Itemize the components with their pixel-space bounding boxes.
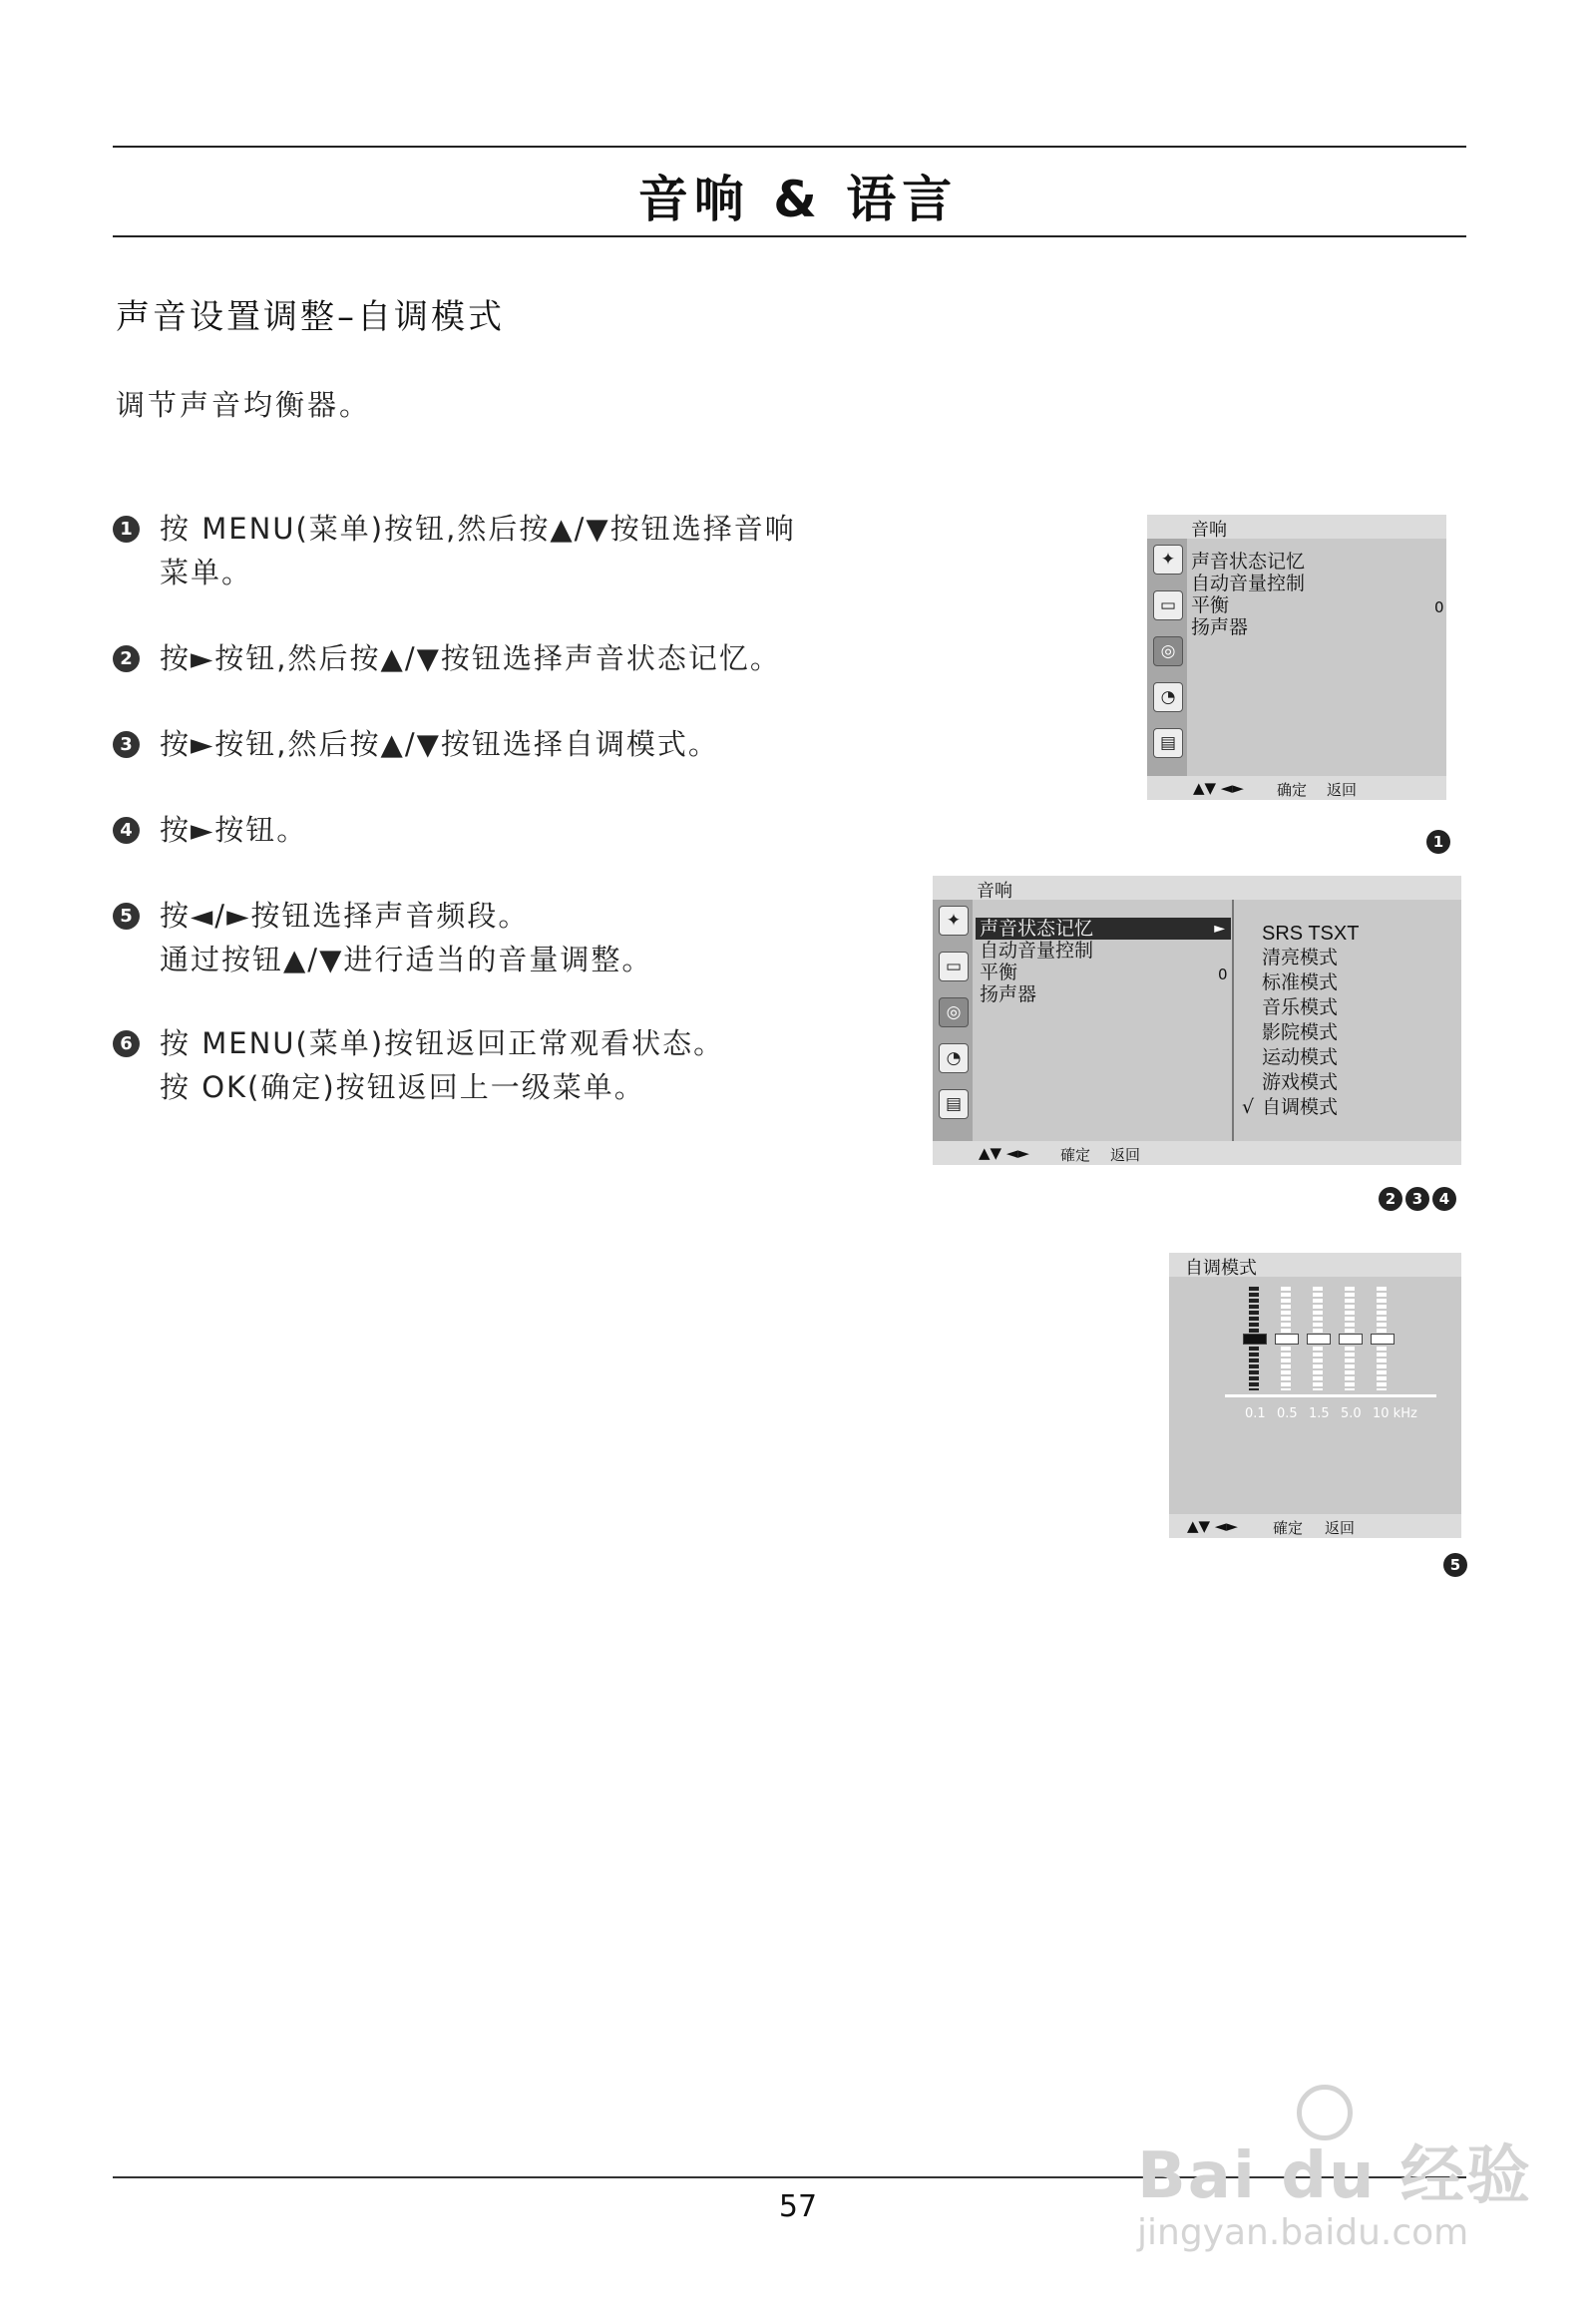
figure-badge: 2 bbox=[1379, 1187, 1402, 1211]
osd-sound-mode-menu bbox=[933, 876, 1461, 1165]
osd-sidebar bbox=[1147, 539, 1187, 776]
ok-label: 确定 bbox=[1277, 781, 1308, 799]
step-number: 2 bbox=[113, 645, 140, 672]
eq-slider-knob[interactable] bbox=[1339, 1334, 1363, 1345]
step-number: 6 bbox=[113, 1030, 140, 1057]
step-text: 按 MENU(菜单)按钮,然后按▲/▼按钮选择音响 bbox=[160, 512, 796, 546]
step-number: 4 bbox=[113, 817, 140, 844]
submenu-item: 清亮模式 bbox=[1262, 947, 1339, 968]
step-text: 按►按钮。 bbox=[160, 813, 308, 847]
time-icon: ◔ bbox=[1153, 682, 1183, 712]
back-label: 返回 bbox=[1327, 781, 1358, 799]
osd-title: 自调模式 bbox=[1185, 1258, 1257, 1279]
eq-band-label: 10 kHz bbox=[1373, 1406, 1417, 1421]
title-rule bbox=[113, 235, 1466, 237]
picture-icon: ▭ bbox=[939, 952, 969, 981]
submenu-panel bbox=[1232, 900, 1234, 1141]
step-number: 1 bbox=[113, 516, 140, 543]
eq-band-label: 5.0 bbox=[1341, 1406, 1362, 1421]
step-2 bbox=[113, 636, 931, 680]
figure-badge: 4 bbox=[1432, 1187, 1456, 1211]
step-text: 菜单。 bbox=[160, 556, 253, 589]
option-icon: ▤ bbox=[939, 1089, 969, 1119]
watermark-url: jingyan.baidu.com bbox=[1137, 2212, 1469, 2253]
back-label: 返回 bbox=[1325, 1519, 1356, 1537]
submenu-item: 音乐模式 bbox=[1262, 996, 1339, 1018]
nav-arrows: ▲▼ ◄► bbox=[1193, 779, 1244, 797]
option-icon: ▤ bbox=[1153, 728, 1183, 758]
submenu-item-checked: 自调模式 bbox=[1262, 1096, 1339, 1118]
osd-menu-item-label: 声音状态记忆 bbox=[980, 918, 1094, 940]
page-title: 音响 & 语言 bbox=[637, 171, 959, 228]
osd-menu-item: 平衡 bbox=[1191, 594, 1230, 616]
back-label: 返回 bbox=[1110, 1146, 1141, 1164]
section-heading: 声音设置调整–自调模式 bbox=[116, 297, 505, 337]
eq-slider-knob[interactable] bbox=[1275, 1334, 1299, 1345]
page-number: 57 bbox=[778, 2189, 818, 2224]
eq-slider-knob[interactable] bbox=[1371, 1334, 1395, 1345]
sound-icon: ◎ bbox=[939, 997, 969, 1027]
chevron-right-icon: ► bbox=[1214, 921, 1225, 937]
step-1 bbox=[113, 507, 931, 594]
osd-menu-item: 自动音量控制 bbox=[1191, 573, 1306, 594]
step-5 bbox=[113, 894, 931, 981]
osd-menu-item: 扬声器 bbox=[980, 983, 1037, 1005]
osd-equalizer bbox=[1169, 1253, 1461, 1538]
step-number: 3 bbox=[113, 731, 140, 758]
equalizer-area bbox=[1169, 1277, 1461, 1514]
setup-icon: ✦ bbox=[1153, 545, 1183, 575]
check-icon: √ bbox=[1242, 1096, 1255, 1118]
eq-slider-knob[interactable] bbox=[1243, 1334, 1267, 1345]
osd-title: 音响 bbox=[1191, 520, 1227, 541]
intro-text: 调节声音均衡器。 bbox=[116, 388, 372, 422]
step-text: 通过按钮▲/▼进行适当的音量调整。 bbox=[160, 943, 653, 976]
submenu-item: 游戏模式 bbox=[1262, 1071, 1339, 1093]
figure-badge: 5 bbox=[1443, 1553, 1467, 1577]
step-6 bbox=[113, 1021, 931, 1109]
figure-badge: 3 bbox=[1405, 1187, 1429, 1211]
osd-menu-item: 扬声器 bbox=[1191, 616, 1249, 638]
watermark-logo: Bai du 经验 bbox=[1137, 2139, 1532, 2213]
balance-value: 0 bbox=[1218, 966, 1228, 983]
osd-menu-item: 自动音量控制 bbox=[980, 940, 1094, 962]
figure-badge: 1 bbox=[1426, 830, 1450, 854]
osd-menu-item-selected bbox=[976, 918, 1231, 940]
osd-menu-item: 平衡 bbox=[980, 962, 1018, 983]
submenu-item: 影院模式 bbox=[1262, 1021, 1339, 1043]
balance-value: 0 bbox=[1434, 598, 1444, 616]
step-text: 按 OK(确定)按钮返回上一级菜单。 bbox=[160, 1070, 645, 1104]
eq-baseline bbox=[1225, 1394, 1436, 1397]
eq-band-label: 1.5 bbox=[1309, 1406, 1330, 1421]
sound-icon: ◎ bbox=[1153, 636, 1183, 666]
time-icon: ◔ bbox=[939, 1043, 969, 1073]
top-rule bbox=[113, 146, 1466, 148]
step-text: 按►按钮,然后按▲/▼按钮选择自调模式。 bbox=[160, 727, 719, 761]
eq-band-label: 0.5 bbox=[1277, 1406, 1298, 1421]
picture-icon: ▭ bbox=[1153, 590, 1183, 620]
step-text: 按 MENU(菜单)按钮返回正常观看状态。 bbox=[160, 1026, 725, 1060]
step-text: 按►按钮,然后按▲/▼按钮选择声音状态记忆。 bbox=[160, 641, 781, 675]
eq-slider-knob[interactable] bbox=[1307, 1334, 1331, 1345]
step-4 bbox=[113, 808, 931, 852]
osd-title: 音响 bbox=[977, 881, 1012, 902]
nav-arrows: ▲▼ ◄► bbox=[1187, 1517, 1238, 1535]
osd-menu-item: 声音状态记忆 bbox=[1191, 551, 1306, 573]
submenu-item: 标准模式 bbox=[1262, 971, 1339, 993]
ok-label: 確定 bbox=[1060, 1146, 1091, 1164]
osd-sound-menu bbox=[1147, 515, 1446, 800]
setup-icon: ✦ bbox=[939, 906, 969, 936]
submenu-item: 运动模式 bbox=[1262, 1046, 1339, 1068]
step-3 bbox=[113, 722, 931, 766]
submenu-item: SRS TSXT bbox=[1262, 923, 1360, 945]
step-number: 5 bbox=[113, 903, 140, 930]
step-text: 按◄/►按钮选择声音频段。 bbox=[160, 899, 530, 933]
osd-sidebar bbox=[933, 900, 973, 1141]
nav-arrows: ▲▼ ◄► bbox=[979, 1144, 1029, 1162]
eq-band-label: 0.1 bbox=[1245, 1406, 1266, 1421]
ok-label: 確定 bbox=[1273, 1519, 1304, 1537]
